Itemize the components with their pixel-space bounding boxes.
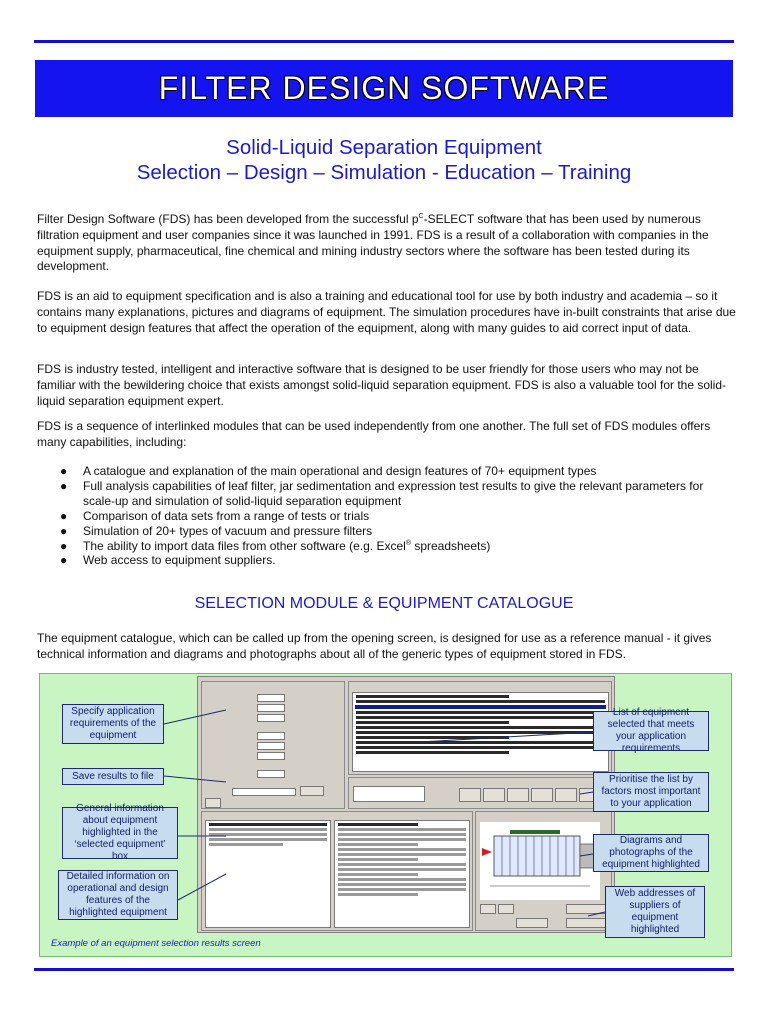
intro-paragraph-1 xyxy=(37,212,737,275)
callout-equipment-list: List of equipment selected that meets your application requirements xyxy=(593,711,709,751)
registered-mark: ® xyxy=(405,539,411,547)
list-item xyxy=(37,479,737,509)
list-item-text: A catalogue and explanation of the main operational and design features of 70+ equipment types xyxy=(83,464,597,478)
intro-paragraph-3: FDS is industry tested, intelligent and interactive software that is designed to be user friendly for those users who may not be familiar with the bewildering choice that exists amongst solid-liquid separation equipment. FDS is also a valuable tool for the solid-liquid separation equipment expert. xyxy=(37,362,727,408)
bullet-icon: ● xyxy=(60,553,68,568)
callout-specify: Specify application requirements of the equipment xyxy=(62,704,164,744)
list-item xyxy=(37,509,737,524)
list-item xyxy=(37,539,737,554)
list-item-text: Simulation of 20+ types of vacuum and pressure filters xyxy=(83,523,373,538)
callout-prioritise: Prioritise the list by factors most important to your application xyxy=(593,772,709,812)
intro-p1-superscript: C xyxy=(418,213,424,220)
bullet-icon: ● xyxy=(60,538,68,553)
callout-detailed-info: Detailed information on operational and design features of the highlighted equipment xyxy=(58,870,178,920)
bullet-icon: ● xyxy=(60,478,68,493)
capabilities-list xyxy=(37,464,737,568)
list-item-text: Comparison of data sets from a range of tests or trials xyxy=(83,508,370,523)
bottom-rule xyxy=(34,968,734,971)
list-item xyxy=(37,524,737,539)
top-rule xyxy=(34,40,734,43)
list-item xyxy=(37,553,737,568)
page-title: FILTER DESIGN SOFTWARE xyxy=(158,70,610,106)
list-item-text: Web access to equipment suppliers. xyxy=(83,553,276,568)
list-item xyxy=(37,464,737,479)
callout-save: Save results to file xyxy=(62,768,164,785)
section-paragraph: The equipment catalogue, which can be called up from the opening screen, is designed for use as a reference manual - it gives technical information and diagrams and photographs about all of the generic types of equipment stored in FDS. xyxy=(37,631,712,661)
intro-p1-start: Filter Design Software (FDS) has been developed from the successful p xyxy=(37,212,419,226)
callout-general-info: General information about equipment highlighted in the ‘selected equipment’ box xyxy=(62,807,178,859)
bullet-icon: ● xyxy=(60,464,68,478)
screenshot-figure xyxy=(39,673,732,957)
figure-caption: Example of an equipment selection results screen xyxy=(51,938,261,949)
title-banner xyxy=(35,60,733,117)
subtitle-line-2: Selection – Design – Simulation - Education – Training xyxy=(136,161,632,184)
list-item-text-end: spreadsheets) xyxy=(410,538,491,553)
list-item-text: The ability to import data files from other software (e.g. Excel xyxy=(83,538,406,553)
callout-diagrams: Diagrams and photographs of the equipment highlighted xyxy=(593,834,709,872)
section-heading: SELECTION MODULE & EQUIPMENT CATALOGUE xyxy=(194,595,574,612)
intro-paragraph-2: FDS is an aid to equipment specification and is also a training and educational tool for use by both industry and academia – so it contains many explanations, pictures and diagrams of equipment. The simulation procedures have in-built constraints that arise due to equipment design features that affect the operation of the equipment, along with many guides to aid correct input of data. xyxy=(37,289,736,335)
bullet-icon: ● xyxy=(60,508,68,523)
list-item-text: Full analysis capabilities of leaf filter, jar sedimentation and expression test results to give the relevant parameters for scale-up and simulation of solid-liquid separation equipment xyxy=(83,478,704,508)
intro-paragraph-4: FDS is a sequence of interlinked modules that can be used independently from one another. The full set of FDS modules offers many capabilities, including: xyxy=(37,419,711,449)
callout-web-addresses: Web addresses of suppliers of equipment highlighted xyxy=(605,886,705,938)
subtitle-line-1: Solid-Liquid Separation Equipment xyxy=(226,136,542,159)
bullet-icon: ● xyxy=(60,523,68,538)
intro-p1-end: -SELECT software that has been used by numerous filtration equipment and user companies since it was launched in 1991. FDS is a result of a collaboration with companies in the equipment supply, pharmaceutical, fine chemical and mining industry sectors where the software has been tested during its development. xyxy=(37,212,709,274)
